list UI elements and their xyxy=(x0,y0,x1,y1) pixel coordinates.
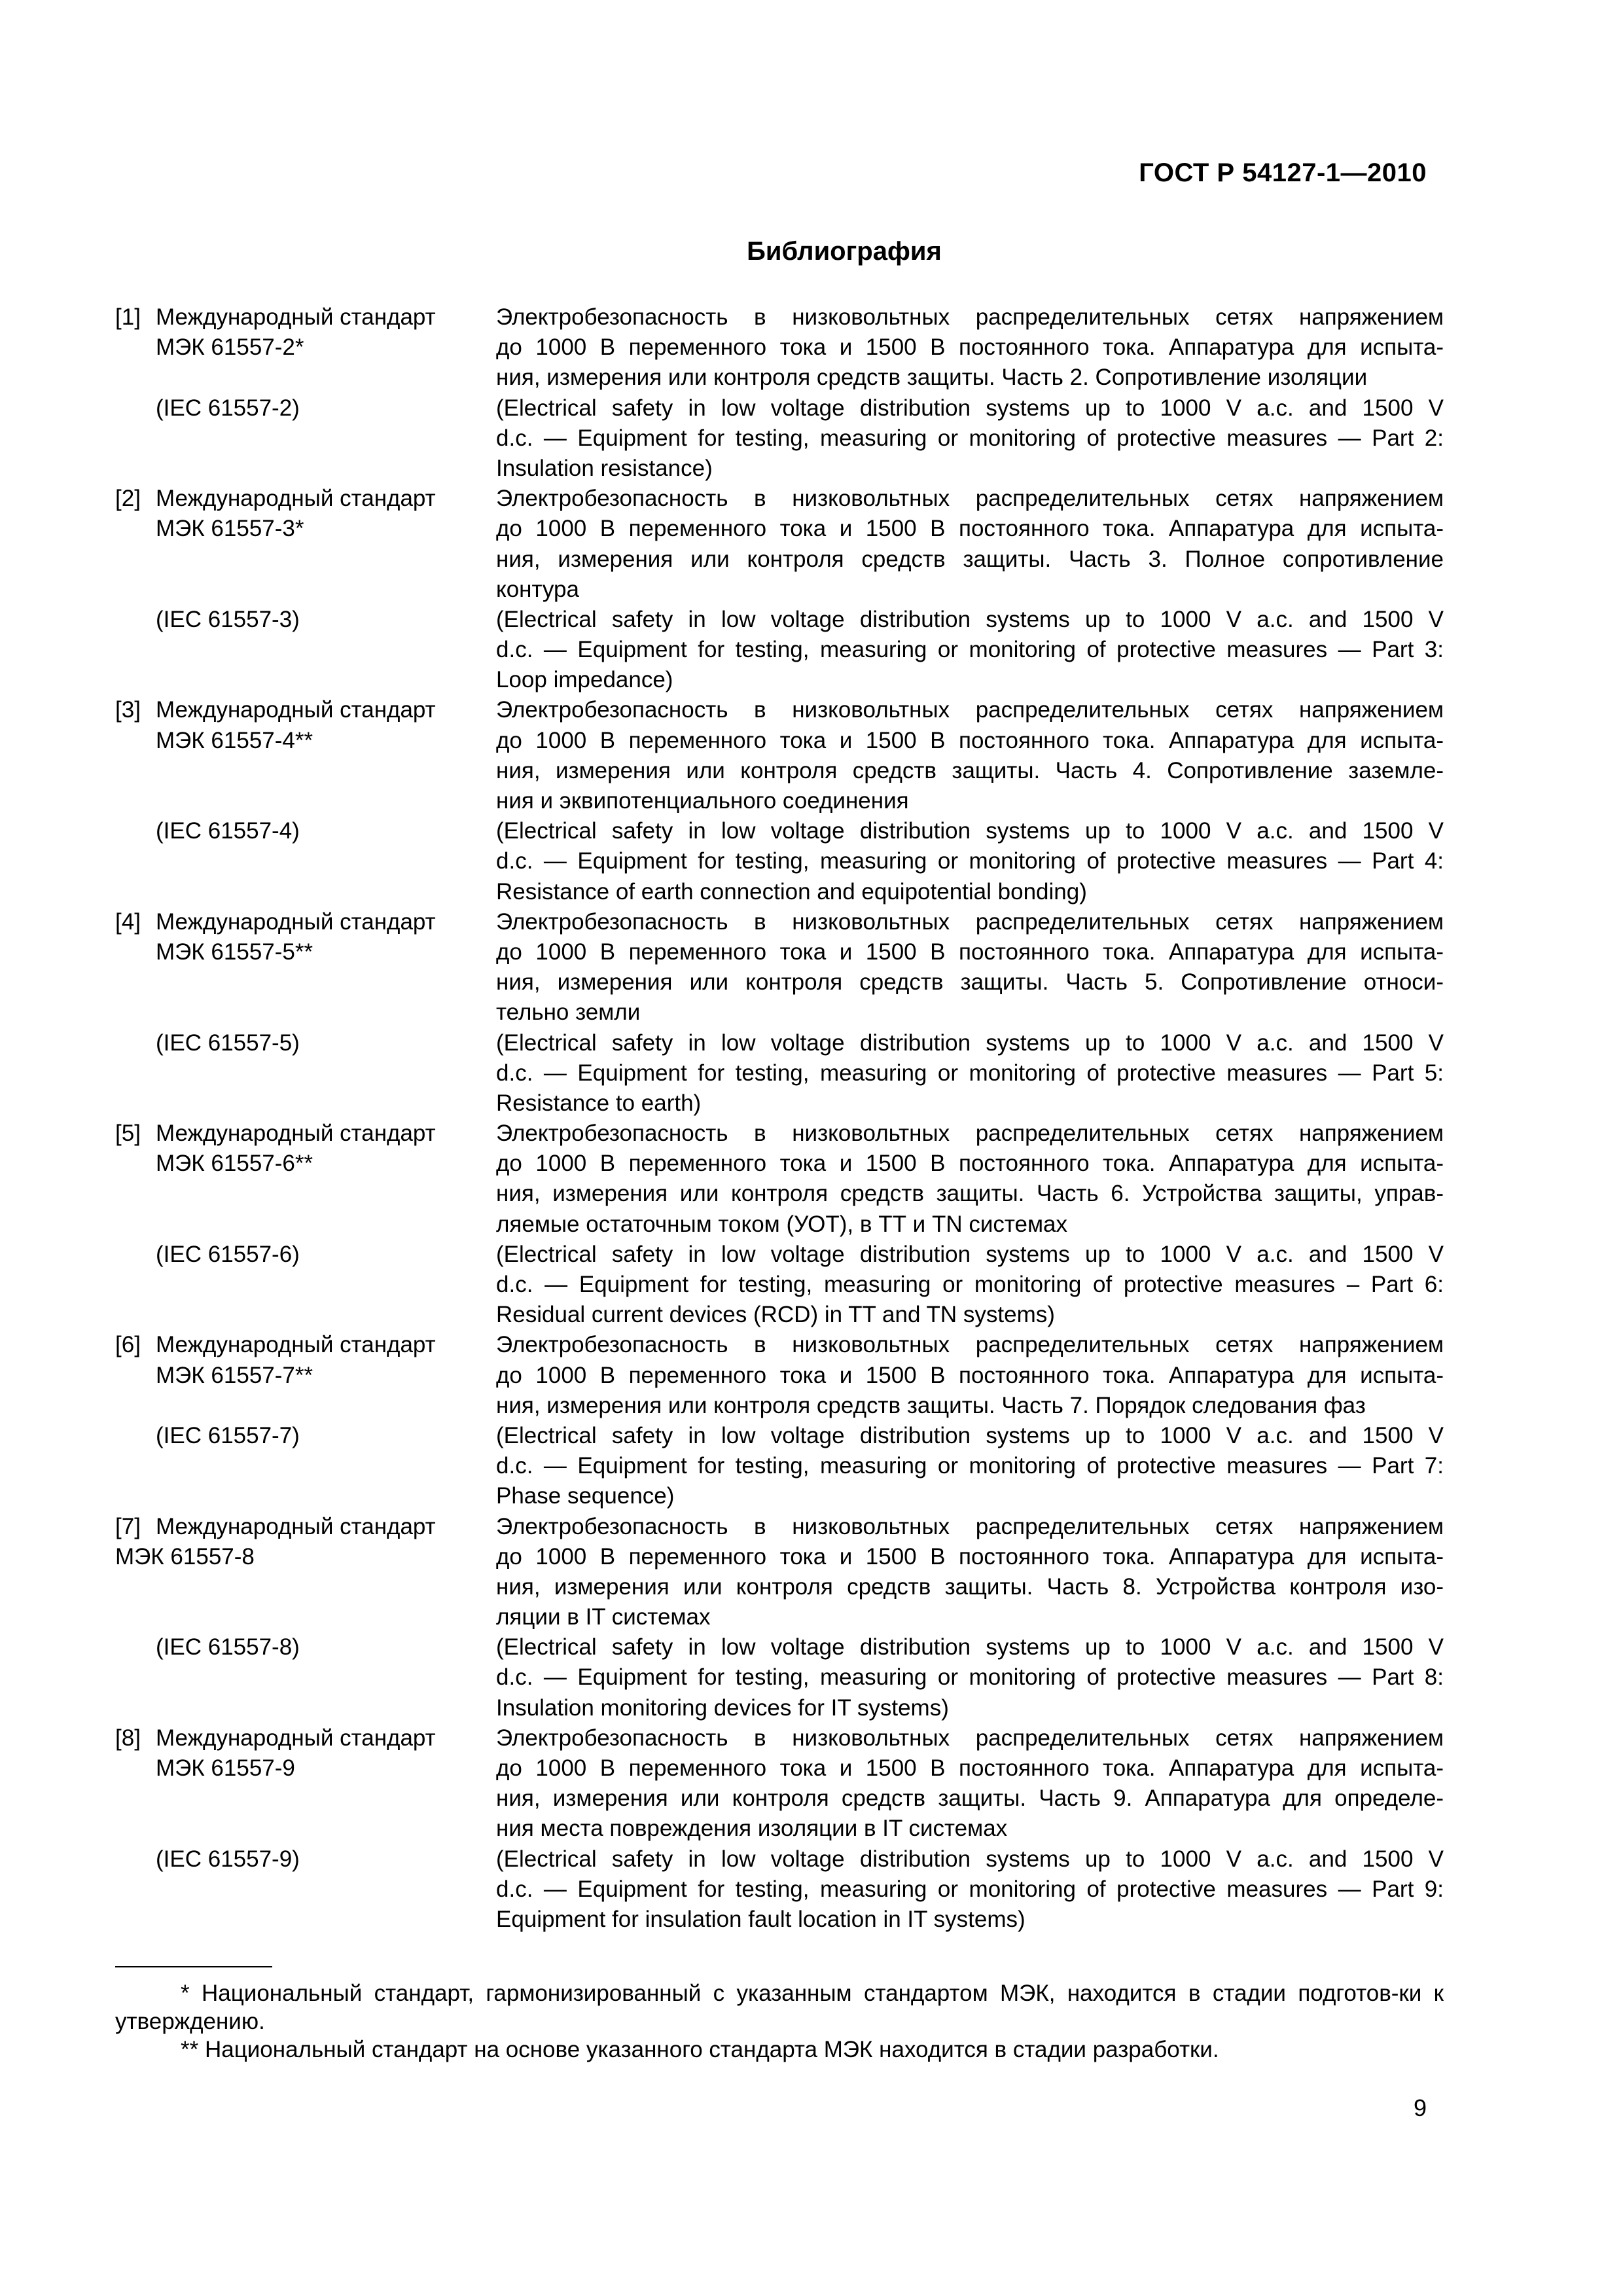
entry-iec-code: (IEC 61557-5) xyxy=(156,1030,300,1056)
page-number: 9 xyxy=(1413,2094,1427,2121)
entry-number: [1] xyxy=(115,304,141,330)
entry-iec-code: (IEC 61557-2) xyxy=(156,395,300,421)
entry-standard-type: Международный стандарт xyxy=(156,304,436,330)
entry-standard-code: МЭК 61557-5** xyxy=(156,939,313,965)
bibliography-entry xyxy=(115,1119,1444,1330)
entry-standard-code: МЭК 61557-7** xyxy=(156,1362,313,1388)
entry-number: [7] xyxy=(115,1513,141,1539)
entry-standard-type: Международный стандарт xyxy=(156,1513,436,1539)
bibliography-entry xyxy=(115,907,1444,1119)
entry-number: [5] xyxy=(115,1121,141,1147)
entry-title-en: (Electrical safety in low voltage distribution systems up to 1000 V a.c. and 1500 V d.c. — Equipment for testing, measuring or monitoring of protective measures – Part 6: Residual current devices (RCD) in TT and TN systems) xyxy=(496,1241,1444,1328)
entry-iec-code: (IEC 61557-8) xyxy=(156,1634,300,1660)
entry-title-en: (Electrical safety in low voltage distribution systems up to 1000 V a.c. and 1500 V d.c. — Equipment for testing, measuring or monitoring of protective measures — Part 4: Resistance of earth connection and equipotential bonding) xyxy=(496,818,1444,905)
entry-standard-code: МЭК 61557-2* xyxy=(156,334,304,361)
bibliography-entry xyxy=(115,1723,1444,1935)
entry-title-ru: Электробезопасность в низковольтных распределительных сетях напряжением до 1000 В переменного тока и 1500 В постоянного тока. Аппаратура для испыта- ния, измерения или контроля средств защиты. Часть 4. Сопротивление заземле- ния и эквипотенциального соединения xyxy=(496,697,1444,814)
bibliography-entry xyxy=(115,695,1444,906)
entry-title-en: (Electrical safety in low voltage distribution systems up to 1000 V a.c. and 1500 V d.c. — Equipment for testing, measuring or monitoring of protective measures — Part 7: Phase sequence) xyxy=(496,1422,1444,1509)
entry-standard-type: Международный стандарт xyxy=(156,1332,436,1358)
page-title: Библиография xyxy=(747,237,942,266)
entry-number: [6] xyxy=(115,1332,141,1358)
entry-standard-code: МЭК 61557-3* xyxy=(156,516,304,542)
entry-title-ru: Электробезопасность в низковольтных распределительных сетях напряжением до 1000 В переменного тока и 1500 В постоянного тока. Аппаратура для испыта- ния, измерения или контроля средств защиты. Часть 8. Устройства контроля изо- ляции в IT системах xyxy=(496,1513,1444,1630)
entry-standard-type: Международный стандарт xyxy=(156,1725,436,1751)
entry-number: [4] xyxy=(115,908,141,935)
bibliography-list xyxy=(115,302,1444,1935)
entry-standard-type: Международный стандарт xyxy=(156,908,436,935)
bibliography-entry xyxy=(115,1512,1444,1723)
entry-standard-code: МЭК 61557-9 xyxy=(156,1755,295,1782)
entry-standard-type: Международный стандарт xyxy=(156,1121,436,1147)
entry-title-ru: Электробезопасность в низковольтных распределительных сетях напряжением до 1000 В переменного тока и 1500 В постоянного тока. Аппаратура для испыта- ния, измерения или контроля средств защиты. Часть 9. Аппаратура для определе- ния места повреждения изоляции в IT системах xyxy=(496,1725,1444,1842)
entry-standard-code: МЭК 61557-8 xyxy=(115,1543,255,1570)
entry-iec-code: (IEC 61557-3) xyxy=(156,606,300,632)
entry-standard-type: Международный стандарт xyxy=(156,486,436,512)
entry-title-ru: Электробезопасность в низковольтных распределительных сетях напряжением до 1000 В переменного тока и 1500 В постоянного тока. Аппаратура для испыта- ния, измерения или контроля средств защиты. Часть 2. Сопротивление изоляции xyxy=(496,304,1444,391)
entry-iec-code: (IEC 61557-4) xyxy=(156,818,300,844)
entry-iec-code: (IEC 61557-9) xyxy=(156,1846,300,1872)
bibliography-entry xyxy=(115,1330,1444,1511)
entry-title-ru: Электробезопасность в низковольтных распределительных сетях напряжением до 1000 В переменного тока и 1500 В постоянного тока. Аппаратура для испыта- ния, измерения или контроля средств защиты. Часть 6. Устройства защиты, управ- ляемые остаточным током (УОТ), в ТТ и TN системах xyxy=(496,1121,1444,1237)
footnote-divider xyxy=(115,1966,272,1967)
entry-number: [8] xyxy=(115,1725,141,1751)
entry-iec-code: (IEC 61557-7) xyxy=(156,1422,300,1448)
entry-title-ru: Электробезопасность в низковольтных распределительных сетях напряжением до 1000 В переменного тока и 1500 В постоянного тока. Аппаратура для испыта- ния, измерения или контроля средств защиты. Часть 3. Полное сопротивление контура xyxy=(496,486,1444,602)
entry-title-en: (Electrical safety in low voltage distribution systems up to 1000 V a.c. and 1500 V d.c. — Equipment for testing, measuring or monitoring of protective measures — Part 2: Insulation resistance) xyxy=(496,395,1444,481)
entry-title-ru: Электробезопасность в низковольтных распределительных сетях напряжением до 1000 В переменного тока и 1500 В постоянного тока. Аппаратура для испыта- ния, измерения или контроля средств защиты. Часть 7. Порядок следования фаз xyxy=(496,1332,1444,1418)
entry-title-en: (Electrical safety in low voltage distribution systems up to 1000 V a.c. and 1500 V d.c. — Equipment for testing, measuring or monitoring of protective measures — Part 5: Resistance to earth) xyxy=(496,1030,1444,1116)
footnote-2: ** Национальный стандарт на основе указанного стандарта МЭК находится в стадии разработки. xyxy=(181,2037,1219,2062)
entry-standard-code: МЭК 61557-6** xyxy=(156,1151,313,1177)
entry-title-en: (Electrical safety in low voltage distribution systems up to 1000 V a.c. and 1500 V d.c. — Equipment for testing, measuring or monitoring of protective measures — Part 3: Loop impedance) xyxy=(496,606,1444,693)
entry-number: [2] xyxy=(115,486,141,512)
footnotes xyxy=(115,1979,1444,2064)
document-code-header: ГОСТ Р 54127-1—2010 xyxy=(1139,158,1427,187)
entry-iec-code: (IEC 61557-6) xyxy=(156,1241,300,1267)
entry-title-en: (Electrical safety in low voltage distribution systems up to 1000 V a.c. and 1500 V d.c. — Equipment for testing, measuring or monitoring of protective measures — Part 8: Insulation monitoring devices for IT systems) xyxy=(496,1634,1444,1721)
entry-standard-code: МЭК 61557-4** xyxy=(156,727,313,753)
entry-title-en: (Electrical safety in low voltage distribution systems up to 1000 V a.c. and 1500 V d.c. — Equipment for testing, measuring or monitoring of protective measures — Part 9: Equipment for insulation fault location in IT systems) xyxy=(496,1846,1444,1932)
footnote-1: * Национальный стандарт, гармонизированный с указанным стандартом МЭК, находится в стадии подготов-ки к утверждению. xyxy=(115,1981,1444,2034)
entry-title-ru: Электробезопасность в низковольтных распределительных сетях напряжением до 1000 В переменного тока и 1500 В постоянного тока. Аппаратура для испыта- ния, измерения или контроля средств защиты. Часть 5. Сопротивление относи- тельно земли xyxy=(496,908,1444,1026)
entry-number: [3] xyxy=(115,697,141,723)
entry-standard-type: Международный стандарт xyxy=(156,697,436,723)
bibliography-entry xyxy=(115,302,1444,484)
bibliography-entry xyxy=(115,484,1444,695)
